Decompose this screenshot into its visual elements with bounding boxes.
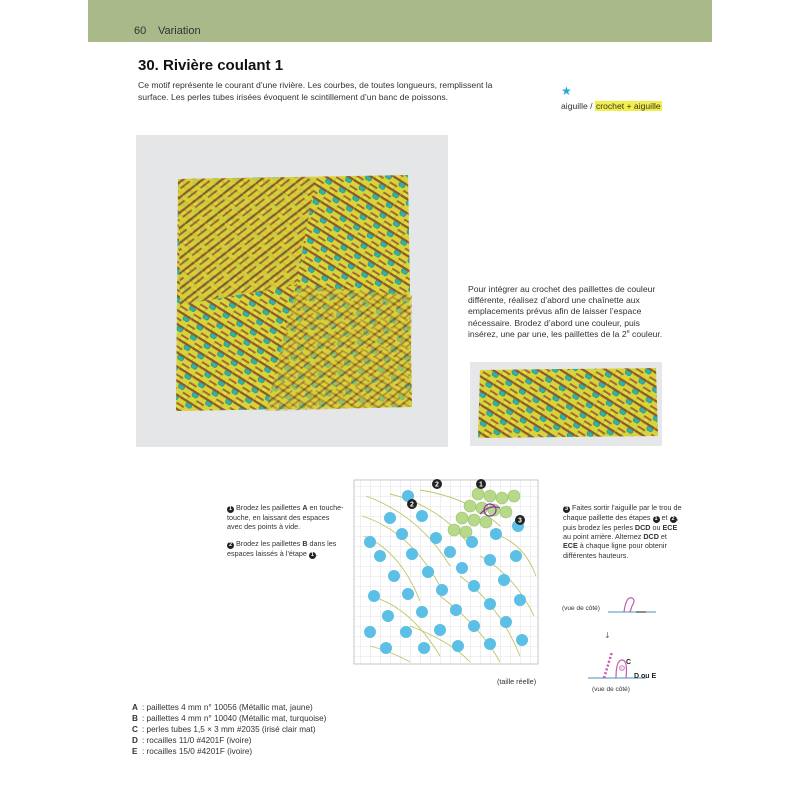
side-view-diagram — [560, 588, 670, 698]
side-note — [468, 284, 668, 340]
technique-needle: aiguille — [561, 101, 588, 111]
steps-right — [563, 503, 683, 568]
side-note-text: Pour intégrer au crochet des paillettes de couleur différente, réalisez d’abord une chaînette aux emplacements prévus afin de laisser l’espace nécessaire. Brodez d’abord une couleur, puis insérez, une par une, les paillettes de la 2 — [468, 284, 656, 339]
section-label: Variation — [158, 25, 201, 37]
side-note-sup: e — [626, 328, 630, 335]
steps-left — [227, 503, 345, 567]
diagram-marker-3-label: 3 — [518, 517, 522, 525]
star-icon: ★ — [561, 84, 572, 98]
detail-illustration — [470, 362, 662, 446]
pattern-diagram — [350, 476, 544, 670]
legend-item: C : perles tubes 1,5 × 3 mm #2035 (irisé clair mat) — [132, 724, 316, 734]
page-title: 30. Rivière coulant 1 — [138, 57, 284, 74]
embroidery-photo — [136, 135, 448, 447]
step-1: 1 Brodez les paillettes A en touche-touche, en laissant des espaces avec des points à vide. — [227, 503, 344, 532]
legend-item: B : paillettes 4 mm n° 10040 (Métallic mat, turquoise) — [132, 713, 327, 723]
technique-separator: / — [590, 101, 593, 111]
step-ref: 1 — [310, 552, 314, 559]
side-view-label-bottom: (vue de côté) — [592, 686, 630, 693]
step-2: 2 Brodez les paillettes B dans les espaces laissés à l’étape 1 . — [227, 539, 337, 559]
legend-item: D : rocailles 11/0 #4201F (ivoire) — [132, 735, 252, 745]
diagram-marker-2b-label: 2 — [410, 501, 414, 509]
intro-paragraph: Ce motif représente le courant d’une rivière. Les courbes, de toutes longueurs, remplissent la surface. Les perles tubes irisées évoquent le scintillement d’un banc de poissons. — [138, 80, 493, 102]
step-3: 3 Faites sortir l’aiguille par le trou de chaque paillette des étapes 1 et 2 , puis brodez les perles DCD ou ECE au point arrière. Alternez DCD et ECE à chaque ligne pour obtenir différentes hauteurs. — [563, 503, 682, 560]
legend-item: E : rocailles 15/0 #4201F (ivoire) — [132, 746, 253, 756]
label-c: C — [626, 659, 632, 666]
embroidery-illustration — [136, 135, 448, 447]
side-view-label-top: (vue de côté) — [562, 605, 600, 612]
materials-legend — [132, 703, 326, 758]
page-number: 60 — [134, 25, 147, 37]
down-arrow-icon: ↓ — [604, 631, 611, 640]
diagram-marker-2a-label: 2 — [435, 481, 439, 489]
step-number: 1 — [228, 506, 233, 512]
technique-highlighted: crochet + aiguille — [595, 101, 661, 111]
legend-item: A : paillettes 4 mm n° 10056 (Métallic mat, jaune) — [132, 703, 313, 712]
diagram-caption: (taille réelle) — [497, 677, 537, 686]
side-note-end: couleur. — [629, 328, 663, 339]
step-number: 3 — [564, 506, 569, 512]
diagram-marker-1-label: 1 — [479, 481, 483, 489]
technique-line — [561, 101, 662, 111]
label-d-ou-e: D ou E — [634, 673, 657, 680]
detail-photo — [470, 362, 662, 446]
step-number: 2 — [228, 542, 233, 549]
